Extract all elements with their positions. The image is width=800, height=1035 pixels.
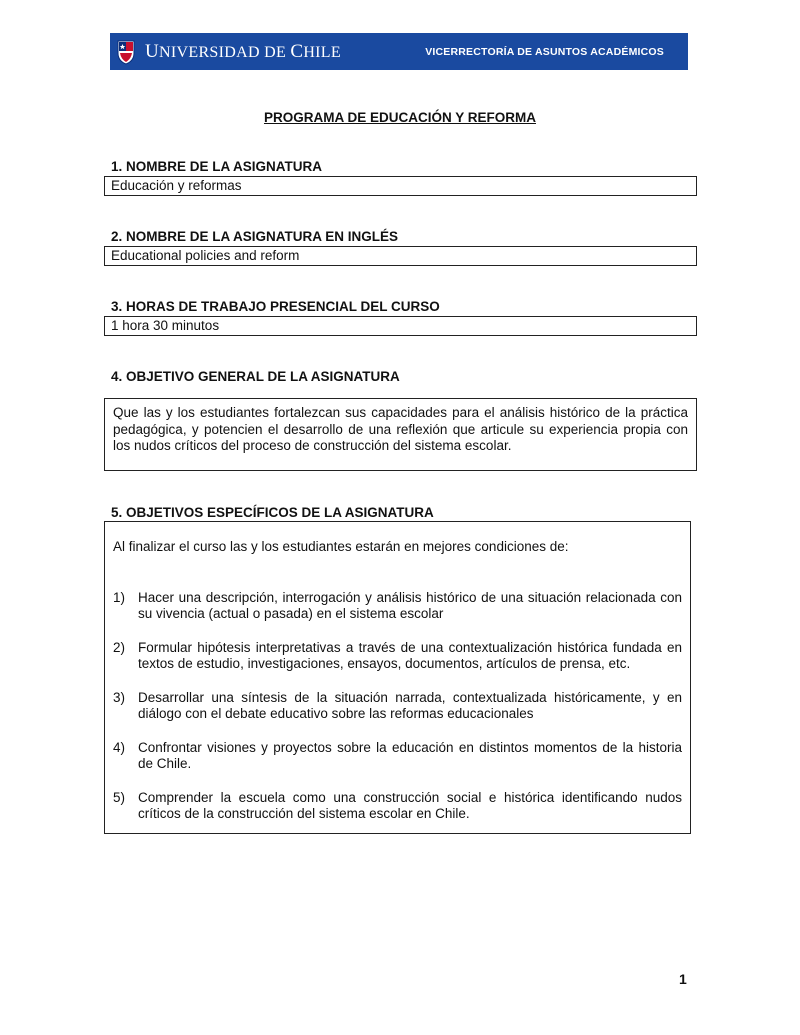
list-item-text: Confrontar visiones y proyectos sobre la educación en distintos momentos de la historia de Chile. <box>138 739 682 771</box>
list-item-number: 4) <box>113 739 126 755</box>
vicerrectoria-label: VICERRECTORÍA DE ASUNTOS ACADÉMICOS <box>425 45 664 58</box>
list-item-text: Hacer una descripción, interrogación y análisis histórico de una situación relacionada con su vivencia (actual o pasada) en el sistema escolar <box>138 589 682 621</box>
section-2-heading: 2. NOMBRE DE LA ASIGNATURA EN INGLÉS <box>111 229 399 244</box>
list-item-number: 5) <box>113 789 126 805</box>
list-item <box>113 640 682 673</box>
section-3-field: 1 hora 30 minutos <box>104 316 697 336</box>
section-4-heading: 4. OBJETIVO GENERAL DE LA ASIGNATURA <box>111 369 400 384</box>
section-1-field: Educación y reformas <box>104 176 697 196</box>
university-name: UNIVERSIDAD DE CHILE <box>145 40 341 62</box>
list-item-number: 3) <box>113 689 126 705</box>
list-item-text: Desarrollar una síntesis de la situación narrada, contextualizada históricamente, y en diálogo con el debate educativo sobre las reformas educacionales <box>138 689 682 721</box>
header-banner <box>110 33 688 70</box>
section-1-heading: 1. NOMBRE DE LA ASIGNATURA <box>111 159 323 174</box>
document-title: PROGRAMA DE EDUCACIÓN Y REFORMA <box>263 110 537 125</box>
section-5-heading: 5. OBJETIVOS ESPECÍFICOS DE LA ASIGNATURA <box>111 505 434 520</box>
university-crest-icon <box>116 39 136 65</box>
list-item <box>113 590 682 623</box>
list-item-text: Comprender la escuela como una construcción social e histórica identificando nudos críticos de la construcción del sistema escolar en Chile. <box>138 789 682 821</box>
list-item <box>113 790 682 823</box>
objectives-list <box>113 590 682 823</box>
list-item <box>113 690 682 723</box>
list-item-text: Formular hipótesis interpretativas a través de una contextualización histórica fundada en textos de estudio, investigaciones, ensayos, documentos, artículos de prensa, etc. <box>138 639 682 671</box>
section-2-field: Educational policies and reform <box>104 246 697 266</box>
list-item <box>113 740 682 773</box>
page-number: 1 <box>679 971 687 987</box>
section-4-field: Que las y los estudiantes fortalezcan sus capacidades para el análisis histórico de la práctica pedagógica, y potencien el desarrollo de una reflexión que articule su experiencia propia con los nudos críticos del proceso de construcción del sistema escolar. <box>104 398 697 471</box>
list-item-number: 2) <box>113 639 126 655</box>
objectives-intro: Al finalizar el curso las y los estudiantes estarán en mejores condiciones de: <box>113 539 569 554</box>
section-5-box <box>104 521 691 834</box>
section-3-heading: 3. HORAS DE TRABAJO PRESENCIAL DEL CURSO <box>111 299 440 314</box>
list-item-number: 1) <box>113 589 126 605</box>
